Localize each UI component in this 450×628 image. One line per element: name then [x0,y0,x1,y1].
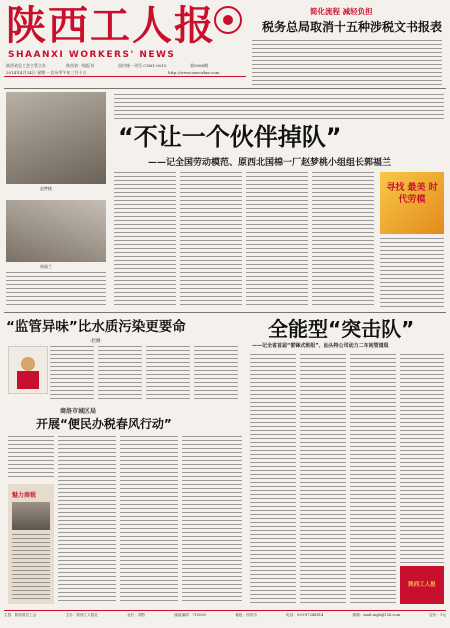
footer-item: 电话：029-87248614 [286,613,324,617]
footer-item: 定价：1元 [429,613,446,617]
article3-col-1 [250,354,296,604]
article4-col-4 [182,436,242,604]
masthead-issue: 第9088期 [190,63,209,68]
article2-headline: “监管异味”比水质污染更要命 [6,319,186,335]
ad-title: 寻找 最美 时代劳模 [386,183,438,205]
article3-col-3 [350,354,396,604]
article3-headline: 全能型“突击队” [268,317,415,341]
footer-rule [4,610,446,611]
footer-item: 地址：西安市 [235,613,257,617]
article4-sidebar [8,484,54,604]
article3-col-4 [400,354,444,564]
footer-item: 邮政编码：710003 [174,613,207,617]
lead-subheadline: ——记全国劳动模范、原西北国棉一厂赵梦桃小组组长郭福兰 [148,158,392,168]
masthead-date: 2014年4月14日 星期一 农历甲午年三月十五 [6,70,87,75]
promo-headline: 税务总局取消十五种涉税文书报表 [262,20,443,34]
ad-panel[interactable] [380,172,444,234]
article4-col-2 [58,436,116,604]
article2-col-3 [146,346,190,402]
divider-mid [4,312,446,313]
article4-kicker: 商洛市城区局 [60,408,97,415]
masthead-title: 陕西工人报 [6,3,216,49]
article2-col-4 [194,346,238,402]
lead-col-4 [312,172,374,308]
article2-col-1 [50,346,94,402]
article4-sidebar-photo [12,502,50,530]
article4-col-1 [8,436,54,480]
article4-sidebar-text [12,534,50,600]
masthead-english: SHAANXI WORKERS' NEWS [8,50,176,60]
footer-item: 主管：陕西省总工会 [4,613,37,617]
masthead-website[interactable]: http://www.sxworker.com [168,70,220,75]
promo-side: 简化流程 减轻负担 [310,7,373,16]
footer-item[interactable]: 邮箱：mail.sxgh@126.com [352,613,401,617]
lead-col-1 [114,172,176,308]
masthead-rule [4,76,246,77]
article3-col-2 [300,354,346,604]
footer-bar [4,613,446,623]
lead-col-2 [180,172,242,308]
article3-subheadline: ——记全省首届“雷锋式班组”、汕头特公司动力二车间管道组 [252,343,389,349]
photo-guo-fulan [6,200,106,262]
bottom-ad-text: 陕西工人报 [408,582,436,588]
union-logo-icon [214,6,242,34]
lead-col-5 [380,238,444,308]
footer-item: 社长：胡哲 [127,613,146,617]
article4-headline: 开展“便民办税春风行动” [36,417,172,431]
article4-col-3 [120,436,178,604]
photo-zhao-mengtao [6,92,106,184]
article2-illustration [8,346,48,394]
bottom-right-ad[interactable] [400,566,444,604]
divider-top [4,88,446,89]
lead-col-3 [246,172,308,308]
lead-intro-text [114,94,444,120]
article2-byline: ·赵刚· [90,339,102,344]
article4-sidebar-title: 魅力商税 [12,492,37,499]
masthead-cn-number: 国内统一刊号 CN61-0015 [118,63,167,68]
promo-body [252,40,442,86]
footer-item: 主办：陕西工人报社 [65,613,98,617]
lead-left-column [6,272,106,306]
masthead-info-2: 陕西省一级报刊 [66,63,94,68]
caption-photo1: 赵梦桃 [40,186,52,191]
lead-headline: “不让一个伙伴掉队” [118,123,342,151]
article2-col-2 [98,346,142,402]
caption-photo2: 郭福兰 [40,264,52,269]
masthead-info-1: 陕西省总工会主管主办 [6,63,46,68]
